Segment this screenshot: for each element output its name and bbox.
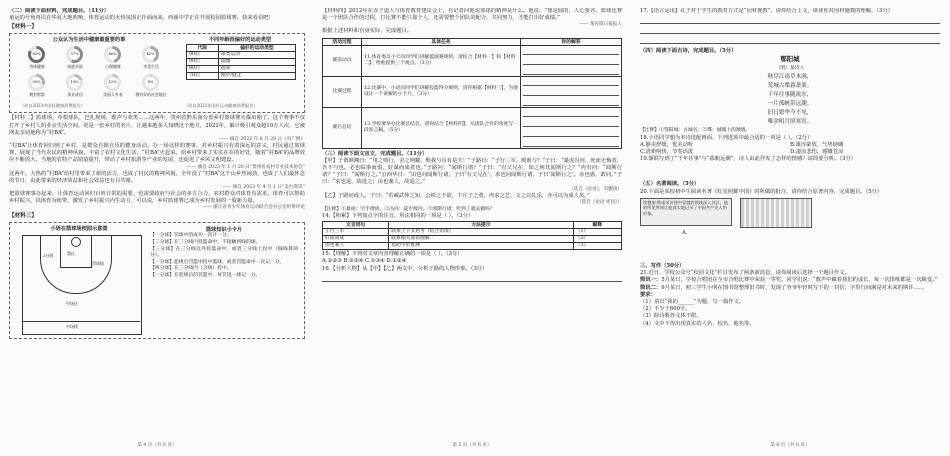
question-20: 20.下面是某校初中生阅读名著《红星照耀中国》时所做的批注，请你结合原著内容，完成题目。（5分） xyxy=(640,188,883,195)
annotation-note: 【注释】①暴虎：空手搏虎。②冯河：徒步渡河。③闻斯行诸：听到了就去做吗？ xyxy=(322,206,495,212)
table-cell: 70后 xyxy=(187,73,219,80)
table-row xyxy=(323,76,622,107)
answer-space[interactable] xyxy=(640,163,940,181)
task-cell: 11.体育委员小天向同学们讲解篮球赛规则，请结合【材料一】和【材料二】，给他提供三个观点。（3分） xyxy=(362,45,521,76)
classical-text-a: 【甲】子谓颜渊曰：“用之则行，舍之则藏，惟我与尔有是夫！”子路曰：“子行三军，则谁与？”子曰：“暴虎冯河，死而无悔者，吾不与也。必也临事而惧，好谋而成者也。”子路问：“闻斯行诸？”子曰：“有父兄在，如之何其闻斯行之？”冉有问：“闻斯行诸？”子曰：“闻斯行之。”公西华曰：“由也问闻斯行诸，子曰‘有父兄在’；求也问闻斯行诸，子曰‘闻斯行之’。赤也惑，敢问。”子曰：“求也退，故进之；由也兼人，故退之。” xyxy=(322,157,622,186)
section-heading: （四）阅读下面古诗，完成题目。（5分） xyxy=(640,48,737,55)
ring-value: 57% xyxy=(69,49,80,60)
question-19: 19.颔联写到了“千年往事”与“孤帆远潮”，诗人由此抒发了怎样的情感？请简要分析。（3分） xyxy=(640,156,856,163)
exam-page-6 xyxy=(640,8,940,448)
requirement-item: （3）除诗歌外文体不限。 xyxy=(640,313,702,320)
stage-cell: 比赛过程 xyxy=(323,76,362,107)
poem-line: 秋尽江南草木凋， xyxy=(767,74,813,81)
ring-value: 29% xyxy=(31,77,42,88)
table-header-cell: 偏好的运动类型 xyxy=(218,45,295,52)
option-c[interactable]: C.清新明快，节奏活泼 xyxy=(640,149,694,156)
classical-text-b: 【乙】子路问成人。子曰：“若臧武仲之知，公绰之不欲，卞庄子之勇，冉求之艺，文之以礼乐，亦可以为成人矣。” xyxy=(322,192,590,199)
question-14: 14.【积累】下列加点字的注音，用法相同的一项是（ ）。（3分） xyxy=(322,213,474,220)
table-cell: 跑步/健走 xyxy=(218,73,295,80)
answer-line[interactable] xyxy=(640,15,940,24)
ring-label: 美丽人外表 xyxy=(103,92,123,98)
stage-cell: 赛后总结 xyxy=(323,107,362,148)
table-row xyxy=(323,243,622,250)
question-20-figures xyxy=(640,198,940,228)
table-header-cell: 代际 xyxy=(187,45,219,52)
table-row xyxy=(323,229,622,236)
card-item: 【二分球】在三分线内投篮命中，不接触到线的球。 xyxy=(150,240,261,246)
page-footer: 第 6 页（共 6 页） xyxy=(770,443,810,448)
answer-line[interactable] xyxy=(640,25,940,34)
page-footer: 第 5 页（共 6 页） xyxy=(452,443,492,448)
percentage-ring xyxy=(104,74,121,91)
diagram-label: 3分线 xyxy=(43,253,54,259)
section-heading: （二）阅读下面材料，完成题目。（11分） xyxy=(9,8,110,14)
question-15: 15.【理解】下列对文章内容理解正确的一项是（ ）。（3分） xyxy=(322,251,463,258)
reading-chart-image xyxy=(740,198,812,228)
section-heading: （三）阅读下面文言文，完成题目。（11分） xyxy=(322,150,428,157)
source-line: —— 摘自 2022 年 8 月 29 日《央广网》 xyxy=(219,137,305,143)
source-line: —— 摘自 2023 年 1 月 20 日“贵州省农村专业技术协会” xyxy=(186,164,305,170)
material-4-paragraph: 【材料四】2012年在赤子道人与体育教育建议会上，有记者问他说篮球的精神是什么。他说：“球是圆的，人心要齐。篮球比赛是一个团队合作的过程，打比赛不能只靠个人，还需要整个团队的配合、共同努力，才能打出好成绩。” xyxy=(322,8,622,22)
table-cell: 瑜伽 xyxy=(218,59,295,66)
answer-cell[interactable]: （1） xyxy=(573,229,621,236)
percentage-ring xyxy=(66,46,83,63)
diagram-label: 罚球线 xyxy=(92,261,104,267)
poem-line: 一片孤帆带远潮。 xyxy=(767,101,813,108)
poem-annotation: 【注释】①鄂阳城：古城名。②堞：城墙上的矮墙。 xyxy=(640,128,751,134)
ring-label: 身体健康 xyxy=(29,64,45,70)
table-cell: 好谋而成 xyxy=(323,236,389,243)
answer-line[interactable] xyxy=(322,273,622,282)
intro-paragraph: 童运的号角再次在华夏大地吹响，体育运动的火热氛围正扑面而来。西渝中学正在开展校园篮球赛，快来看看吧！ xyxy=(9,15,274,22)
answer-line[interactable] xyxy=(640,35,940,44)
page-footer: 第 4 页（共 6 页） xyxy=(137,443,177,448)
table-row xyxy=(187,73,296,80)
card-item: 【一分球】罚球中的成功一次计一分。 xyxy=(150,233,232,239)
section-heading: （五）名著阅读。（5分） xyxy=(640,181,700,188)
table-row xyxy=(187,52,296,59)
source-line: （选自《论语》，有删改） xyxy=(569,186,622,192)
table-cell: 球类运动 xyxy=(218,52,295,59)
table-cell: 游泳 xyxy=(218,66,295,73)
task-cell: 12.比赛中，小语向同学们讲解投篮得分规则，请你根据【材料三】，为他设计一个讲解的小卡片。（3分） xyxy=(362,76,521,107)
option-a[interactable]: A.静美舒缓，优美动听 xyxy=(640,141,694,148)
source-line: —— 浙江省青少年体育运动联合会办公室时事评论 xyxy=(202,205,305,211)
word-explanation-table xyxy=(322,221,622,250)
material-2-paragraph: “村BA”让体育回归到了乡村，是群众自娱自乐的健身活动。办一场这样的赛事，对乡村振兴有着深远的意义，村民通过篮球赛，展现了当代农民的精神风貌，丰富了农村文化生活。“村BA”火起来，给乡村带来了实实在在的好处，随着“村BA”的品牌效应不断放大，当地的农特产品销量提升，带动了乡村旅游等产业的发展，还促进了乡风文明建设。 xyxy=(9,143,305,164)
table-header-cell: 活动过程 xyxy=(323,38,362,45)
prompt-tag: 简讯二： xyxy=(640,284,662,291)
table-header-cell: 方法提示 xyxy=(389,222,573,229)
court-diagram-title: 小语在篮球场校园示意图 xyxy=(50,226,108,233)
question-18-options xyxy=(640,142,940,156)
answer-space[interactable] xyxy=(640,237,940,263)
table-cell: 由也兼人 xyxy=(323,243,389,250)
card-item: 【一分球】犯规后罚篮中投中篮球，或者罚篮命中一次记一分。 xyxy=(150,259,285,265)
question-21: 21.近日，学校公众号“校园文化”栏目发布了两条新消息，请你阅读后选择一个题目作文。 xyxy=(640,270,850,277)
table-row xyxy=(323,45,622,76)
table-header-cell: 文言词句 xyxy=(323,222,389,229)
reading-note-card: 埃德加·斯诺采访途中穿越封锁线深入苏区，他的所见所闻让他真实地记录了中国共产党人的形象。 xyxy=(640,198,732,226)
requirement-item: （1）请以“我的______”为题，写一篇作文。 xyxy=(640,299,745,306)
ring-label: 心理健康 xyxy=(105,64,121,70)
percentage-ring xyxy=(142,74,159,91)
age-table-source: （改自2023年国民运动健康消费报告） xyxy=(184,103,258,109)
section-heading: 三、写作（50分） xyxy=(640,263,685,270)
poem-line: 荒城古堞暮萧萧。 xyxy=(767,83,813,90)
material-2-paragraph: 【材料二】篮球场，草根球队，巴扎现场，歌声与欢笑……这两年，贵州省黔东南台盘乡村篮球赛火爆出圈了。这个赛事不仅打开了乡村人的业余生活空间，更是一张乡村的名片，让越来越多人知晓这个地方，2022年，累计吸引观众超10万人次，它被网友亲切地称为“村BA”。 xyxy=(9,115,305,136)
table-cell: 子行三军 xyxy=(323,229,389,236)
poem-line: 唯余明月照寒宵。 xyxy=(767,119,813,126)
card-item: 【两分球】在三分线内（含线）投中。 xyxy=(150,266,232,272)
ring-value: 46% xyxy=(107,49,118,60)
source-line: （选自《论语·宪问》） xyxy=(576,199,622,205)
poem-title: 鄂阳城 xyxy=(780,55,800,64)
material-3-tag: 【材料三】 xyxy=(9,213,37,220)
ring-chart-title: 公众认为生活中健康最重要的事 xyxy=(52,37,126,44)
table-cell: 90后 xyxy=(187,59,219,66)
requirement-item: （2）不少于600字。 xyxy=(640,306,691,313)
material-2-paragraph: 把篮球赛事办起来，让体育运动回归百姓日常的需要、也需要政府与社会的多方合力，农村群众对体育有需求，体育可以帮助乡村振兴，以体育为纽带，激发了乡村振兴内生动力，可以说，乡村篮球赛已成为乡村发展的一股新力量。 xyxy=(9,191,305,205)
table-cell: 联系相关成语理解 xyxy=(389,236,573,243)
percentage-ring xyxy=(104,46,121,63)
material-3-box xyxy=(9,222,305,339)
ring-label: 事业成功 xyxy=(67,92,83,98)
poem-line: 旧日繁华今不见， xyxy=(767,110,813,117)
knowledge-card xyxy=(150,226,298,279)
table-cell: 80后 xyxy=(187,66,219,73)
percentage-ring xyxy=(28,46,45,63)
table-cell: 联系上下文思考（结合语境） xyxy=(389,229,573,236)
answer-cell[interactable] xyxy=(521,45,622,76)
exam-page-5 xyxy=(322,8,622,448)
ring-value: 42% xyxy=(145,49,156,60)
stage-cell: 赛前动员 xyxy=(323,45,362,76)
age-table-title: 不同年龄段偏好的运动类型 xyxy=(208,37,272,44)
question-15-options: A.①②③ B.②③④ C.①③④ D.①②④ xyxy=(322,258,407,265)
option-b[interactable]: B.雄浑豪放，气势磅礴 xyxy=(790,141,844,148)
percentage-ring xyxy=(66,74,83,91)
answer-cell[interactable]: （3） xyxy=(573,243,621,250)
ring-value: 83% xyxy=(31,49,42,60)
percentage-ring xyxy=(142,46,159,63)
table-row xyxy=(187,66,296,73)
ring-label: 家庭幸福 xyxy=(67,64,83,70)
ring-value: 19% xyxy=(69,77,80,88)
material-2-paragraph: 这两年，大热的“村BA”给村里带来了新的活力，也成了村民的精神风貌。全年没了“村BA”这个山乡热闹劲，也成了人们最怀念的节日，由此带来的经济效益和社会效益也有目共睹。 xyxy=(9,170,305,184)
poem-author: ［明］某诗人 xyxy=(775,66,805,72)
task-cell: 13.学校要举办比赛总结会，请你结合【材料四】，从团队合作的角度写一段发言稿。（5分） xyxy=(362,107,521,148)
age-preference-table xyxy=(186,44,296,80)
table-row xyxy=(323,107,622,148)
ring-label: 拥有财富 xyxy=(29,92,45,98)
writing-prompt-2: 9月某日，初三学生小明在图书馆整理旧书时，发现了爷爷年轻时写下的一封信，字里行间满是对未来的期许…… xyxy=(661,284,925,291)
card-item: 【三分球】在三分线以外投篮命中，或者三分线上投中（踩线算两分）。 xyxy=(150,246,298,259)
question-16: 16.【分析人物】从【甲】【乙】两文中，分析子路的人物形象。（3分） xyxy=(322,265,488,272)
source-line: —— 摘自 2023 年 4 月 1 日“金台资讯” xyxy=(222,185,305,191)
question-17: 17.【语言运用】孔子对于学生的教育方式是“因材施教”，请你结合上文，谈谈你对因材施教的理解。（3分） xyxy=(640,8,893,14)
material-1-tag: 【材料一】 xyxy=(9,24,37,31)
table-row xyxy=(187,59,296,66)
exam-page-4 xyxy=(9,8,305,448)
requirements-tag: 要求： xyxy=(640,291,656,298)
table-cell: 借助字形推测 xyxy=(389,243,573,250)
activity-task-table xyxy=(322,38,622,149)
material-1-box xyxy=(9,33,305,113)
half-court-line xyxy=(22,321,140,322)
ring-label: 拥有好的社会地位 xyxy=(135,92,167,98)
question-18: 18.小语同学想为本诗选配画面，下列选项中最合适的一项是（ ）。（2分） xyxy=(640,134,813,141)
prompt-tag: 简讯一： xyxy=(640,277,662,284)
ring-value: 4% xyxy=(145,77,156,88)
poem-line: 千年往事随流水， xyxy=(767,92,813,99)
card-item: 【一分球】在犯规后的罚篮中，每罚进一球记一分。 xyxy=(150,273,261,278)
table-header-cell: 具体任务 xyxy=(362,38,521,45)
answer-cell[interactable] xyxy=(521,107,622,148)
requirement-item: （4）文中不得出现真实的人名、校名、地名等。 xyxy=(640,320,755,327)
knowledge-card-title: 篮球知识小卡片 xyxy=(205,227,243,234)
ring-value: 12% xyxy=(107,77,118,88)
table-row xyxy=(323,236,622,243)
writing-prompt-1: 5月某日，学校合唱团在全市合唱比赛中荣获一等奖。同学们说：“歌声中藏着我们的成长，每一次排练都是一次蜕变。” xyxy=(661,277,938,284)
task-instruction: 根据上述材料和自身实际，完成题目。 xyxy=(322,28,413,35)
figure-label: A. xyxy=(682,229,688,236)
table-header-cell: 你的解答 xyxy=(521,38,622,45)
diagram-label: 中场区 xyxy=(66,301,78,307)
answer-cell[interactable] xyxy=(521,76,622,107)
table-cell: 00后 xyxy=(187,52,219,59)
option-d[interactable]: D.凄凉悲伤，感慨苍凉 xyxy=(790,149,844,156)
diagram-label: 中场线 xyxy=(66,324,78,330)
diagram-label: 禁区 xyxy=(67,251,75,257)
ring-chart-source: （改自2023中国民健康消费报告） xyxy=(20,103,86,109)
percentage-ring xyxy=(28,74,45,91)
answer-cell[interactable]: （2） xyxy=(573,236,621,243)
ring-label: 享受生活 xyxy=(143,64,159,70)
source-line: —— 某先锋日报报人 xyxy=(579,22,622,28)
table-header-cell: 解释 xyxy=(573,222,621,229)
